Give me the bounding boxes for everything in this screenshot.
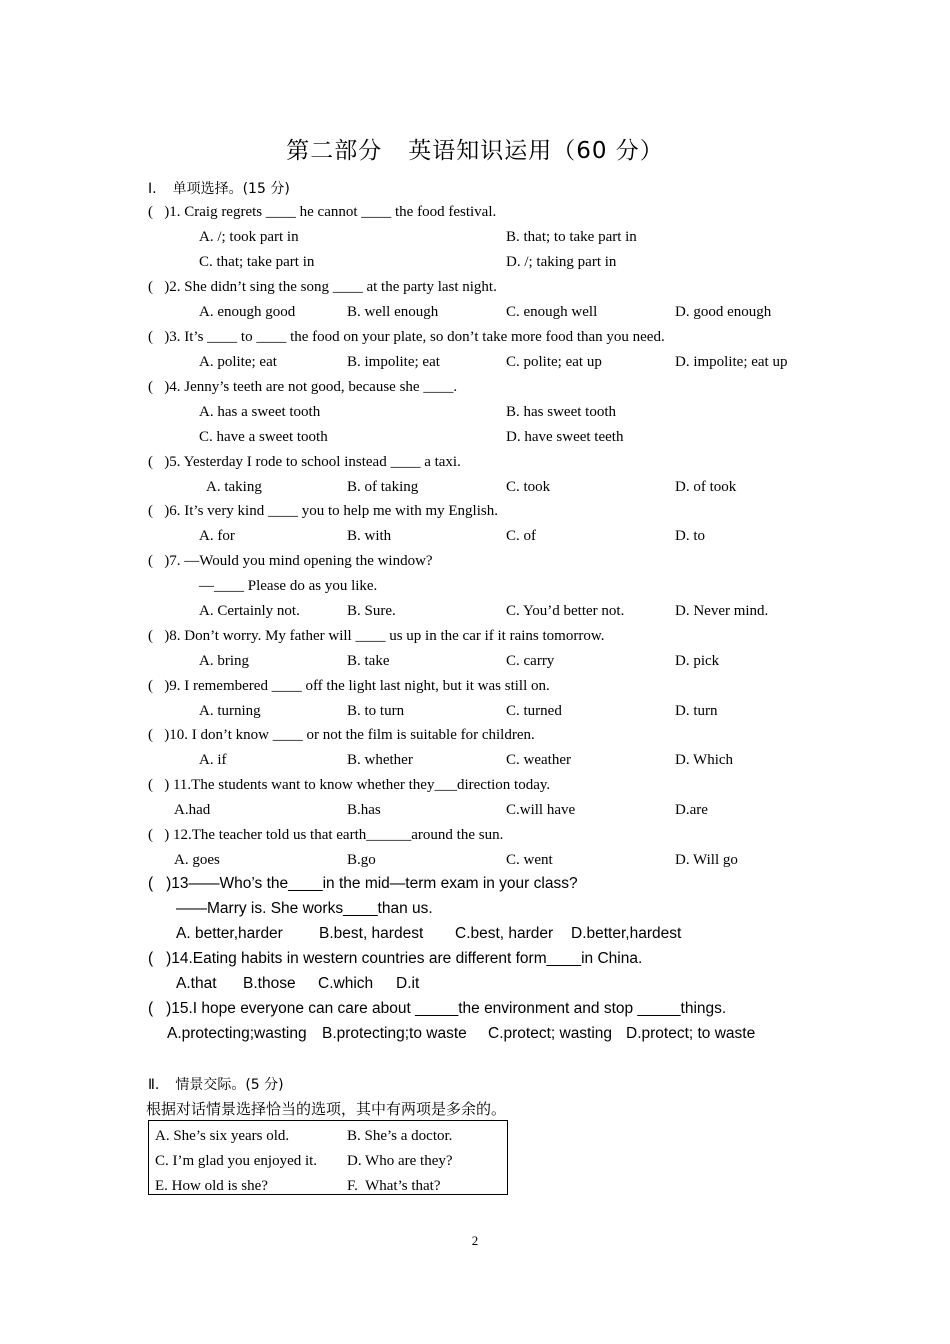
question-stem: ( ) 12.The teacher told us that earth______around the sun. [148,827,504,843]
option: C.protect; wasting [488,1025,613,1042]
option: D. have sweet teeth [506,429,624,445]
option: D. turn [675,703,718,719]
question-stem: ( )10. I don’t know ____ or not the film is suitable for children. [148,727,535,743]
question-stem: ( )1. Craig regrets ____ he cannot ____ the food festival. [148,204,497,220]
option: A.had [174,802,211,818]
question-stem: ( )2. She didn’t sing the song ____ at the party last night. [148,279,497,295]
option: B. to turn [347,703,405,719]
option: A. bring [199,653,249,669]
option: B. well enough [347,304,439,320]
option: B. Sure. [347,603,396,619]
question-stem-reply: —____ Please do as you like. [199,578,378,594]
option: D.it [396,975,420,992]
option: C. carry [506,653,555,669]
option: C.will have [506,802,576,818]
option: A. goes [174,852,220,868]
option: C. turned [506,703,562,719]
question-stem: ( )7. —Would you mind opening the window? [148,553,433,569]
option: A. polite; eat [199,354,277,370]
option: D.protect; to waste [626,1025,756,1042]
option: D. /; taking part in [506,254,617,270]
option: D. of took [675,479,737,495]
option: C. of [506,528,536,544]
choice-item: C. I’m glad you enjoyed it. [155,1153,318,1169]
option: A. better,harder [176,925,283,942]
option: C. took [506,479,551,495]
option: D. Never mind. [675,603,769,619]
question-stem: ( ) 11.The students want to know whether they___direction today. [148,777,551,793]
option: A. if [199,752,227,768]
option: B.protecting;to waste [322,1025,467,1042]
title-topic: 英语知识运用（60 分） [408,138,664,164]
option: A.that [176,975,217,992]
option: D. to [675,528,705,544]
option: B. take [347,653,390,669]
option: B. of taking [347,479,419,495]
option: B. has sweet tooth [506,404,616,420]
option: B. impolite; eat [347,354,440,370]
option: B.go [347,852,376,868]
page-number: 2 [471,1233,479,1248]
option: D. pick [675,653,720,669]
question-stem: ( )15.I hope everyone can care about _____the environment and stop _____things. [148,1000,727,1017]
option: A. Certainly not. [199,603,300,619]
question-stem: ( )5. Yesterday I rode to school instead ____ a taxi. [148,454,461,470]
choice-item: A. She’s six years old. [155,1128,290,1144]
option: D.better,hardest [571,925,682,942]
question-stem: ( )3. It’s ____ to ____ the food on your plate, so don’t take more food than you need. [148,329,665,345]
question-stem: ( )13——Who’s the____in the mid—term exam in your class? [148,875,578,892]
option: A. has a sweet tooth [199,404,321,420]
option: B.those [243,975,296,992]
option: A.protecting;wasting [167,1025,307,1042]
option: B.best, hardest [319,925,424,942]
choice-item: E. How old is she? [155,1178,268,1194]
option: A. enough good [199,304,296,320]
option: D. Which [675,752,734,768]
option: A. taking [206,479,262,495]
option: B. that; to take part in [506,229,637,245]
option: C.best, harder [455,925,554,942]
option: D. Will go [675,852,738,868]
option: C.which [318,975,374,992]
option: A. for [199,528,235,544]
question-stem: ( )4. Jenny’s teeth are not good, because she ____. [148,379,458,395]
option: B. whether [347,752,413,768]
option: C. You’d better not. [506,603,625,619]
question-stem-reply: ——Marry is. She works____than us. [176,900,433,917]
option: C. that; take part in [199,254,315,270]
question-stem: ( )9. I remembered ____ off the light last night, but it was still on. [148,678,550,694]
section-instruction: 根据对话情景选择恰当的选项，其中有两项是多余的。 [146,1102,507,1118]
option: C. have a sweet tooth [199,429,328,445]
option: D. good enough [675,304,772,320]
option: D.are [675,802,708,818]
choice-item: B. She’s a doctor. [347,1128,453,1144]
choice-item: D. Who are they? [347,1153,453,1169]
option: C. weather [506,752,571,768]
option: C. enough well [506,304,598,320]
question-stem: ( )8. Don’t worry. My father will ____ us up in the car if it rains tomorrow. [148,628,605,644]
option: C. went [506,852,553,868]
option: D. impolite; eat up [675,354,788,370]
section-heading-2: Ⅱ. 情景交际。(5 分) [148,1077,284,1093]
option: C. polite; eat up [506,354,602,370]
section-heading-1: Ⅰ. 单项选择。(15 分) [148,181,290,197]
option: A. /; took part in [199,229,299,245]
option: B. with [347,528,392,544]
page-title [0,132,950,165]
title-part: 第二部分 [286,138,383,164]
choices-box [148,1120,508,1195]
question-stem: ( )6. It’s very kind ____ you to help me with my English. [148,503,498,519]
option: A. turning [199,703,261,719]
option: B.has [347,802,381,818]
choice-item: F. What’s that? [347,1178,441,1194]
question-stem: ( )14.Eating habits in western countries are different form____in China. [148,950,643,967]
